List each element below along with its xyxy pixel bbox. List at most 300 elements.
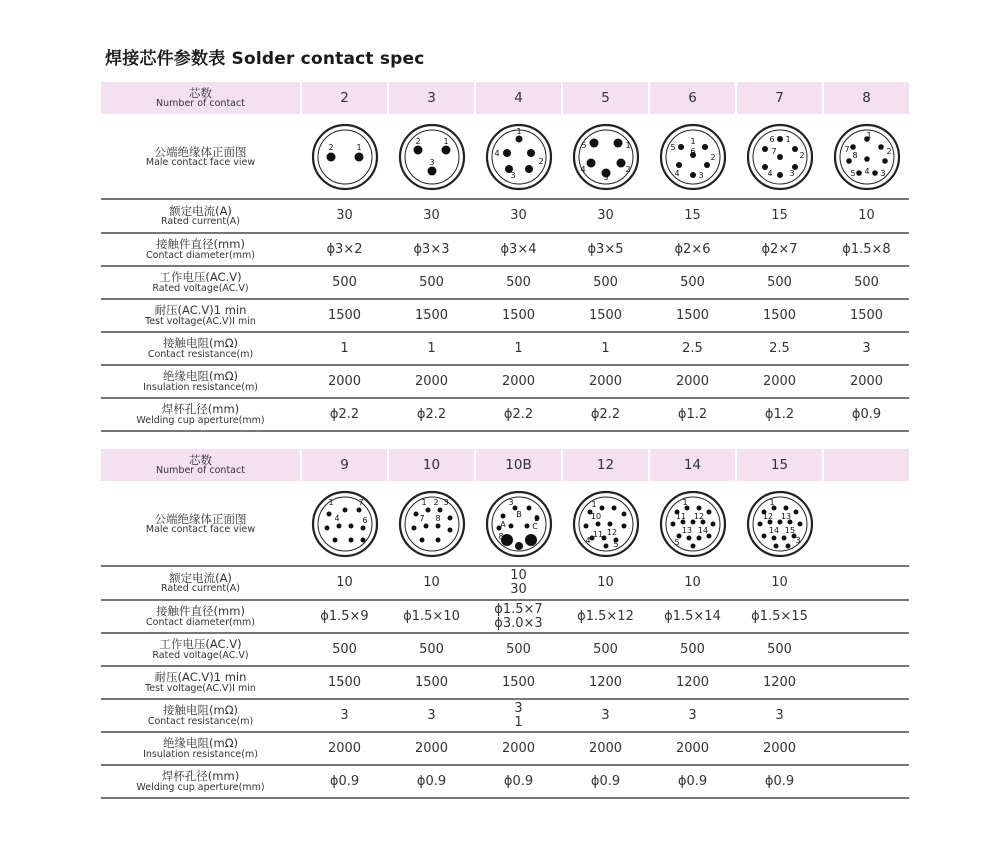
label-en: Number of contact [156,465,245,477]
contact-pin [413,512,418,517]
test-value: 1200 [762,674,797,690]
row-cup [101,398,909,431]
pin-number: 1 [681,498,688,507]
label-zh: 公端绝缘体正面图 [154,144,247,159]
row-insulation [101,365,909,398]
pin-number: 6 [361,516,368,525]
contact-pin [500,514,505,519]
row-face [101,482,909,566]
current-value: 10 [597,575,614,591]
pin-number: 3 [428,158,435,167]
pin-number: 15 [784,526,795,535]
contact-pin [526,506,531,511]
current-cell [736,199,823,233]
cup-value: ϕ0.9 [677,773,708,789]
current-value: 10 [858,208,875,224]
voltage-cell [388,633,475,666]
current-value: 10 [684,575,701,591]
insulation-cell [475,365,562,398]
contact-pin [515,136,522,143]
label-zh: 耐压(AC.V)1 min [154,303,247,318]
label-en: Test voltage(AC.V)I min [145,682,256,694]
face-view-cell [823,115,909,199]
contact-pin [360,526,365,531]
resistance-cell [562,699,649,732]
cup-cell [388,398,475,431]
current-cell [475,566,562,600]
row-label-face [101,115,301,199]
contact-pin [781,536,786,541]
face-view-cell [649,482,736,566]
contact-pin [360,538,365,543]
row-label-test [101,666,301,699]
label-en: Contact resistance(m) [147,348,254,360]
contact-2-face-icon [310,122,380,192]
label-en: Welding cup aperture(mm) [136,414,265,426]
contact-count-cell: 14 [649,449,736,482]
pin-number: 12 [762,512,773,521]
test-value: 1500 [501,674,536,690]
pin-number: 10 [590,512,601,521]
contact-count-cell: 12 [562,449,649,482]
contact-pin [690,544,695,549]
label-en: Number of contact [156,98,245,110]
voltage-cell [823,633,909,666]
resistance-cell [736,699,823,732]
voltage-cell [475,633,562,666]
row-label-cup [101,398,301,431]
pin-number: 7 [418,514,425,523]
contact-pin [599,506,604,511]
voltage-cell [562,266,649,299]
contact-pin [670,522,675,527]
diameter-cell [736,600,823,633]
pin-number: B [515,510,522,519]
label-zh: 接触件直径(mm) [156,237,245,252]
diameter-value: ϕ1.5×10 [403,608,460,624]
contact-pin [771,536,776,541]
insulation-cell [562,732,649,765]
contact-pin [706,510,711,515]
diameter-value: ϕ1.5×12 [577,608,634,624]
row-insulation [101,732,909,765]
row-label-cup [101,765,301,798]
contact-pin [616,159,625,168]
test-cell [301,666,388,699]
contact-pin [583,524,588,529]
current-value: 30 [336,208,353,224]
test-cell [388,299,475,332]
cup-value: ϕ0.9 [851,406,882,422]
row-label-face [101,482,301,566]
face-view-cell [388,482,475,566]
row-resistance [101,699,909,732]
current-cell [562,566,649,600]
pin-number: 8 [851,151,858,160]
row-count [101,82,909,115]
contact-pin [423,524,428,529]
voltage-cell [388,266,475,299]
contact-count-cell: 3 [388,82,475,115]
contact-pin [678,144,684,150]
resistance-value: 3 [862,340,871,356]
contact-pin [525,165,533,173]
contact-pin [525,534,537,546]
pin-number: 7 [357,498,364,507]
resistance-cell [649,332,736,365]
pin-number: 2 [414,137,421,146]
resistance-value: 3 [688,707,697,723]
test-value: 1500 [762,307,797,323]
cup-cell [823,398,909,431]
face-view-cell [736,115,823,199]
insulation-cell [388,732,475,765]
pin-number: 3 [602,173,609,182]
insulation-value: 2000 [675,740,710,756]
contact-pin [435,524,440,529]
insulation-value: 2000 [849,373,884,389]
test-value: 1500 [327,674,362,690]
row-label-test [101,299,301,332]
voltage-value: 500 [593,641,618,657]
cup-cell [736,765,823,798]
test-cell [649,299,736,332]
row-diameter [101,600,909,633]
insulation-cell [736,732,823,765]
contact-pin [589,139,598,148]
row-label-voltage [101,266,301,299]
label-zh: 工作电压(AC.V) [159,270,242,285]
insulation-cell [301,732,388,765]
contact-14-face-icon [658,489,728,559]
diameter-cell [301,600,388,633]
spec-table-2 [101,449,909,799]
test-cell [823,666,909,699]
diameter-cell [823,600,909,633]
test-value: 1500 [414,307,449,323]
test-cell [736,666,823,699]
current-cell [301,566,388,600]
pin-number: 6 [689,147,696,156]
pin-number: 1 [327,498,334,507]
contact-pin [419,538,424,543]
resistance-cell [823,332,909,365]
resistance-cell [475,699,562,732]
test-value: 1500 [414,674,449,690]
current-cell [649,566,736,600]
insulation-cell [823,365,909,398]
cup-value: ϕ1.2 [764,406,795,422]
face-view-cell [562,482,649,566]
contact-count-cell: 6 [649,82,736,115]
current-cell [823,566,909,600]
cup-cell [301,398,388,431]
row-cup [101,765,909,798]
voltage-value: 500 [506,641,531,657]
row-label-count [101,82,301,115]
cup-value: ϕ0.9 [590,773,621,789]
row-label-count [101,449,301,482]
label-zh: 公端绝缘体正面图 [154,511,247,526]
insulation-cell [649,732,736,765]
label-en: Contact resistance(m) [147,715,254,727]
diameter-value: ϕ3×2 [326,241,363,257]
contact-pin [757,522,762,527]
pin-number: 1 [420,498,427,507]
contact-pin [686,536,691,541]
insulation-value: 2000 [588,740,623,756]
insulation-cell [562,365,649,398]
pin-number: 2 [327,143,334,152]
row-face [101,115,909,199]
pin-number: 5 [580,141,587,150]
resistance-cell [562,332,649,365]
contact-pin [872,170,878,176]
voltage-value: 500 [419,274,444,290]
pin-number: 4 [493,149,500,158]
row-label-insulation [101,732,301,765]
pin-number: 4 [673,169,680,178]
row-label-resistance [101,332,301,365]
resistance-value: 1 [514,714,523,730]
row-label-current [101,199,301,233]
label-zh: 焊杯孔径(mm) [161,402,240,417]
row-label-voltage [101,633,301,666]
contact-pin [356,508,361,513]
contact-pin [607,522,612,527]
contact-pin [704,162,710,168]
resistance-cell [823,699,909,732]
cup-value: ϕ0.9 [416,773,447,789]
current-cell [388,566,475,600]
resistance-value: 3 [340,707,349,723]
diameter-cell [562,233,649,266]
insulation-value: 2000 [762,373,797,389]
pin-number: 4 [333,514,340,523]
contact-pin [413,146,422,155]
row-current [101,199,909,233]
contact-pin [515,542,523,550]
label-zh: 绝缘电阻(mΩ) [163,736,238,751]
diameter-cell [823,233,909,266]
resistance-value: 1 [427,340,436,356]
page-title: 焊接芯件参数表 Solder contact spec [105,49,425,69]
voltage-value: 500 [332,641,357,657]
contact-pin [785,544,790,549]
test-value: 1500 [327,307,362,323]
current-cell [388,199,475,233]
voltage-value: 500 [419,641,444,657]
cup-cell [649,765,736,798]
diameter-value: ϕ1.5×9 [320,608,369,624]
contact-10-face-icon [397,489,467,559]
label-en: Test voltage(AC.V)I min [145,315,256,327]
current-value: 10 [423,575,440,591]
row-voltage [101,633,909,666]
contact-count-cell: 10 [388,449,475,482]
pin-number: 4 [863,167,870,176]
pin-number: 2 [624,165,631,174]
contact-count-cell: 4 [475,82,562,115]
contact-pin [611,506,616,511]
voltage-cell [823,266,909,299]
resistance-value: 1 [601,340,610,356]
pin-number: 13 [780,512,791,521]
voltage-cell [736,633,823,666]
diameter-cell [475,600,562,633]
diameter-cell [649,233,736,266]
resistance-value: 1 [514,340,523,356]
voltage-cell [475,266,562,299]
contact-pin [435,538,440,543]
contact-pin [441,146,450,155]
pin-number: 7 [843,145,850,154]
row-test [101,666,909,699]
pin-number: 13 [681,526,692,535]
resistance-value: 3 [601,707,610,723]
pin-number: 2 [709,153,716,162]
test-cell [388,666,475,699]
diameter-cell [388,600,475,633]
insulation-value: 2000 [588,373,623,389]
pin-number: 2 [432,498,439,507]
diameter-value: ϕ3×5 [587,241,624,257]
voltage-cell [736,266,823,299]
voltage-cell [649,633,736,666]
contact-pin [777,172,783,178]
insulation-cell [736,365,823,398]
pin-number: 11 [592,530,603,539]
cup-cell [562,398,649,431]
cup-cell [649,398,736,431]
label-zh: 额定电流(A) [169,203,232,218]
test-value: 1500 [675,307,710,323]
contact-pin [696,506,701,511]
cup-cell [475,765,562,798]
test-cell [475,299,562,332]
cup-value: ϕ0.9 [503,773,534,789]
face-view-cell [649,115,736,199]
label-zh: 耐压(AC.V)1 min [154,670,247,685]
contact-pin [856,170,862,176]
label-zh: 芯数 [189,452,212,467]
pin-number: 2 [533,514,540,523]
contact-pin [797,522,802,527]
pin-number: 5 [612,540,619,549]
contact-pin [878,144,884,150]
label-zh: 焊杯孔径(mm) [161,769,240,784]
voltage-value: 500 [767,274,792,290]
face-view-cell [301,482,388,566]
face-view-cell [823,482,909,566]
label-en: Rated current(A) [160,216,240,228]
label-en: Contact diameter(mm) [146,249,255,261]
diameter-value: ϕ2×6 [674,241,711,257]
contact-pin [342,508,347,513]
resistance-value: 3 [514,700,523,716]
resistance-cell [388,332,475,365]
insulation-value: 2000 [414,373,449,389]
face-view-cell [562,115,649,199]
voltage-cell [649,266,736,299]
insulation-value: 2000 [762,740,797,756]
label-en: Male contact face view [145,157,256,169]
contact-pin [793,510,798,515]
test-cell [475,666,562,699]
pin-number: 2 [885,147,892,156]
test-value: 1500 [849,307,884,323]
contact-pin [702,144,708,150]
contact-pin [425,508,430,513]
contact-pin [447,528,452,533]
insulation-value: 2000 [501,740,536,756]
contact-pin [676,162,682,168]
contact-count-cell: 15 [736,449,823,482]
test-cell [649,666,736,699]
pin-number: 1 [442,137,449,146]
test-value: 1200 [675,674,710,690]
contact-pin [427,167,436,176]
current-cell [301,199,388,233]
current-cell [823,199,909,233]
diameter-cell [475,233,562,266]
pin-number: 4 [579,165,586,174]
cup-cell [736,398,823,431]
row-resistance [101,332,909,365]
contact-12-face-icon [571,489,641,559]
contact-pin [761,534,766,539]
resistance-cell [649,699,736,732]
current-value: 10 [510,568,527,584]
contact-pin [864,156,870,162]
diameter-value: ϕ1.5×15 [751,608,808,624]
test-cell [823,299,909,332]
voltage-cell [301,633,388,666]
label-en: Contact diameter(mm) [146,616,255,628]
face-view-cell [301,115,388,199]
diameter-value: ϕ1.5×8 [842,241,891,257]
current-value: 30 [510,582,527,597]
face-view-cell [475,482,562,566]
insulation-value: 2000 [414,740,449,756]
pin-number: 2 [537,157,544,166]
diameter-value: ϕ1.5×7 [494,601,543,617]
resistance-cell [475,332,562,365]
test-cell [736,299,823,332]
contact-pin [324,526,329,531]
resistance-value: 2.5 [769,340,790,356]
face-view-cell [475,115,562,199]
contact-count-cell: 10B [475,449,562,482]
insulation-value: 2000 [327,373,362,389]
cup-cell [475,398,562,431]
label-zh: 额定电流(A) [169,570,232,585]
resistance-value: 1 [340,340,349,356]
contact-pin [354,153,363,162]
voltage-value: 500 [767,641,792,657]
contact-pin [411,526,416,531]
pin-number: 1 [768,498,775,507]
diameter-cell [301,233,388,266]
test-cell [562,299,649,332]
pin-number: 3 [794,536,801,545]
contact-pin [690,172,696,178]
pin-number: 5 [673,538,680,547]
cup-value: ϕ2.2 [503,406,534,422]
contact-6-face-icon [658,122,728,192]
pin-number: 1 [355,143,362,152]
contact-10b-face-icon [484,489,554,559]
